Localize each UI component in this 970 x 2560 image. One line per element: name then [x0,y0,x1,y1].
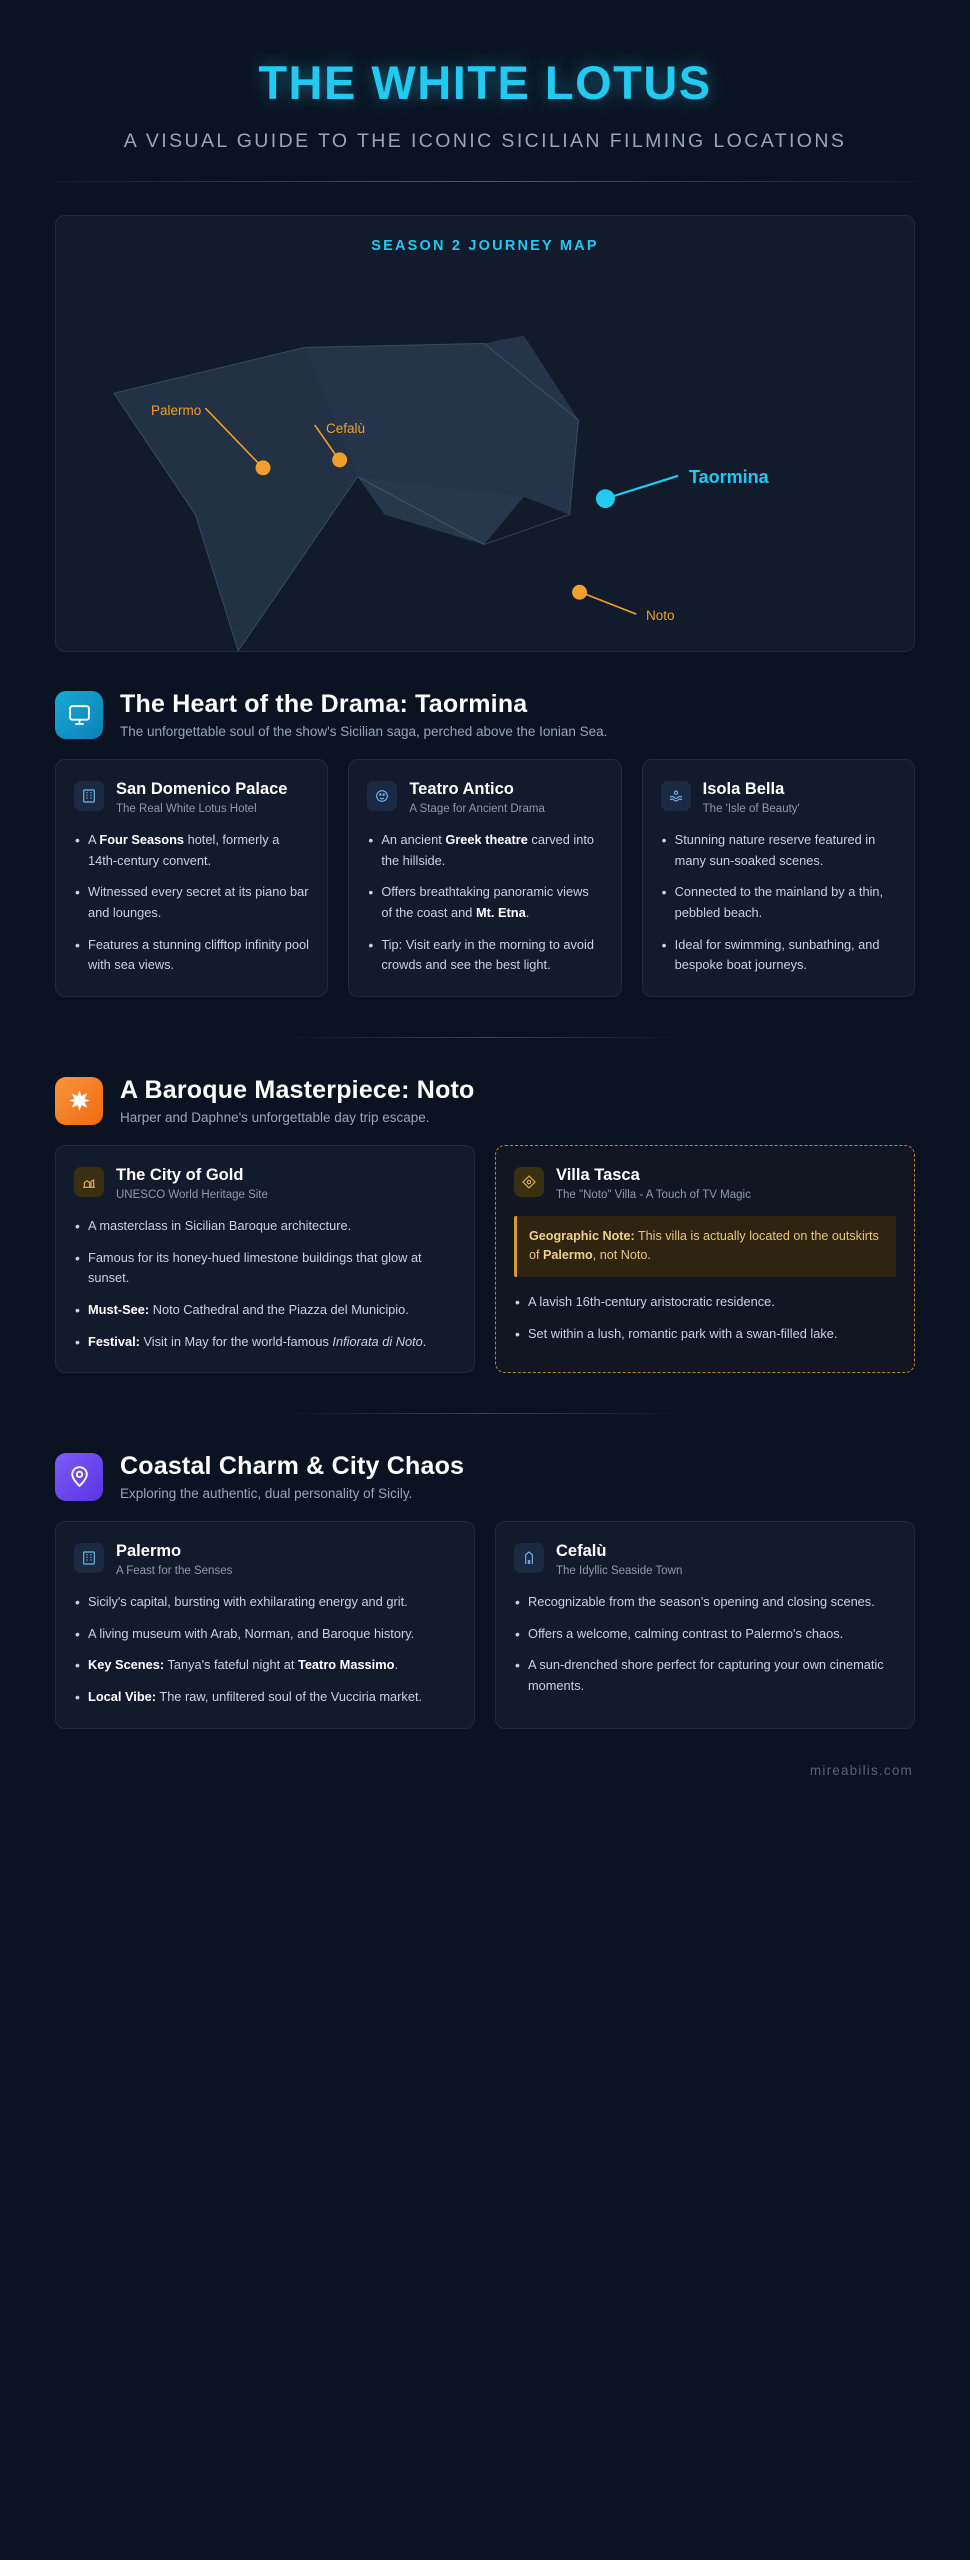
header-divider [55,181,917,182]
card-bullets [514,1292,896,1344]
journey-map-card [55,215,915,652]
card-tagline: The 'Isle of Beauty' [702,802,800,815]
list-item: • An ancient Greek theatre carved into the hillside. [367,830,602,871]
list-item: • Set within a lush, romantic park with a swan-filled lake. [514,1324,896,1345]
map-title: SEASON 2 JOURNEY MAP [371,238,599,255]
list-item: • Key Scenes: Tanya's fateful night at Teatro Massimo. [74,1655,456,1676]
map-label-palermo: Palermo [151,403,202,419]
section-title: Coastal Charm & City Chaos [120,1452,465,1481]
page-title: THE WHITE LOTUS [258,56,712,109]
list-item: • Recognizable from the season's opening and closing scenes. [514,1592,896,1613]
section-divider [295,1037,675,1038]
geographic-note: Geographic Note: This villa is actually located on the outskirts of Palermo, not Noto. [514,1216,896,1277]
section-header [55,1452,915,1501]
section-title: The Heart of the Drama: Taormina [120,690,528,719]
pin-icon [55,1453,103,1501]
section-divider [295,1413,675,1414]
card-bullets [74,1592,456,1708]
card-list [55,1145,915,1373]
list-item: • A living museum with Arab, Norman, and Baroque history. [74,1624,456,1645]
card-cefalu [495,1521,915,1729]
card-tagline: The Idyllic Seaside Town [556,1565,683,1578]
card-title: Teatro Antico [409,780,514,799]
list-item: • Must-See: Noto Cathedral and the Piazza del Municipio. [74,1300,456,1321]
card-villa-tasca [495,1145,915,1373]
card-title: Cefalù [556,1542,607,1561]
section-header [55,690,915,739]
villa-icon [514,1167,544,1197]
section-subtitle: The unforgettable soul of the show's Sicilian saga, perched above the Ionian Sea. [120,724,608,740]
list-item: • Local Vibe: The raw, unfiltered soul of the Vucciria market. [74,1687,456,1708]
list-item: • Famous for its honey-hued limestone buildings that glow at sunset. [74,1248,456,1289]
page-header [55,30,915,182]
list-item: • Festival: Visit in May for the world-famous Infiorata di Noto. [74,1332,456,1353]
card-isola-bella [642,759,915,997]
list-item: • Witnessed every secret at its piano bar and lounges. [74,882,309,923]
card-title: San Domenico Palace [116,780,288,799]
card-bullets [367,830,602,976]
section-coastal [55,1452,915,1729]
footer-credit: mireabilis.com [809,1762,913,1778]
list-item: • Sicily's capital, bursting with exhilarating energy and grit. [74,1592,456,1613]
list-item: • Tip: Visit early in the morning to avoid crowds and see the best light. [367,935,602,976]
card-palermo [55,1521,475,1729]
card-list [55,759,915,997]
section-noto [55,1076,915,1373]
card-list [55,1521,915,1729]
card-bullets [514,1592,896,1697]
card-tagline: A Feast for the Senses [116,1565,233,1578]
section-taormina [55,690,915,997]
section-subtitle: Exploring the authentic, dual personality of Sicily. [120,1486,413,1502]
building-icon [74,781,104,811]
list-item: • Connected to the mainland by a thin, pebbled beach. [661,882,896,923]
tower-icon [514,1543,544,1573]
list-item: • Ideal for swimming, sunbathing, and bespoke boat journeys. [661,935,896,976]
list-item: • A sun-drenched shore perfect for capturing your own cinematic moments. [514,1655,896,1696]
list-item: • Offers breathtaking panoramic views of the coast and Mt. Etna. [367,882,602,923]
list-item: • Offers a welcome, calming contrast to Palermo's chaos. [514,1624,896,1645]
card-teatro-antico [348,759,621,997]
card-san-domenico-palace [55,759,328,997]
masks-icon [367,781,397,811]
sparkle-icon [55,1077,103,1125]
card-title: Villa Tasca [556,1166,640,1185]
list-item: • A Four Seasons hotel, formerly a 14th-century convent. [74,830,309,871]
section-subtitle: Harper and Daphne's unforgettable day trip escape. [120,1110,430,1126]
cityscape-icon [74,1167,104,1197]
card-bullets [661,830,896,976]
list-item: • Features a stunning clifftop infinity pool with sea views. [74,935,309,976]
card-city-of-gold [55,1145,475,1373]
section-title: A Baroque Masterpiece: Noto [120,1076,475,1105]
card-title: Palermo [116,1542,182,1561]
sicily-map-graphic [56,216,914,651]
card-title: Isola Bella [702,780,785,799]
monitor-icon [55,691,103,739]
section-header [55,1076,915,1125]
card-title: The City of Gold [116,1166,244,1185]
map-label-taormina: Taormina [689,467,769,488]
list-item: • Stunning nature reserve featured in many sun-soaked scenes. [661,830,896,871]
map-label-noto: Noto [646,608,675,624]
building-icon [74,1543,104,1573]
list-item: • A lavish 16th-century aristocratic residence. [514,1292,896,1313]
card-tagline: A Stage for Ancient Drama [409,802,545,815]
card-bullets [74,1216,456,1353]
wave-icon [661,781,691,811]
card-bullets [74,830,309,976]
list-item: • A masterclass in Sicilian Baroque architecture. [74,1216,456,1237]
card-tagline: UNESCO World Heritage Site [116,1188,268,1201]
page-subtitle: A VISUAL GUIDE TO THE ICONIC SICILIAN FILMING LOCATIONS [123,130,847,152]
card-tagline: The Real White Lotus Hotel [116,802,257,815]
card-tagline: The "Noto" Villa - A Touch of TV Magic [556,1188,751,1201]
map-label-cefalu: Cefalù [326,421,366,437]
